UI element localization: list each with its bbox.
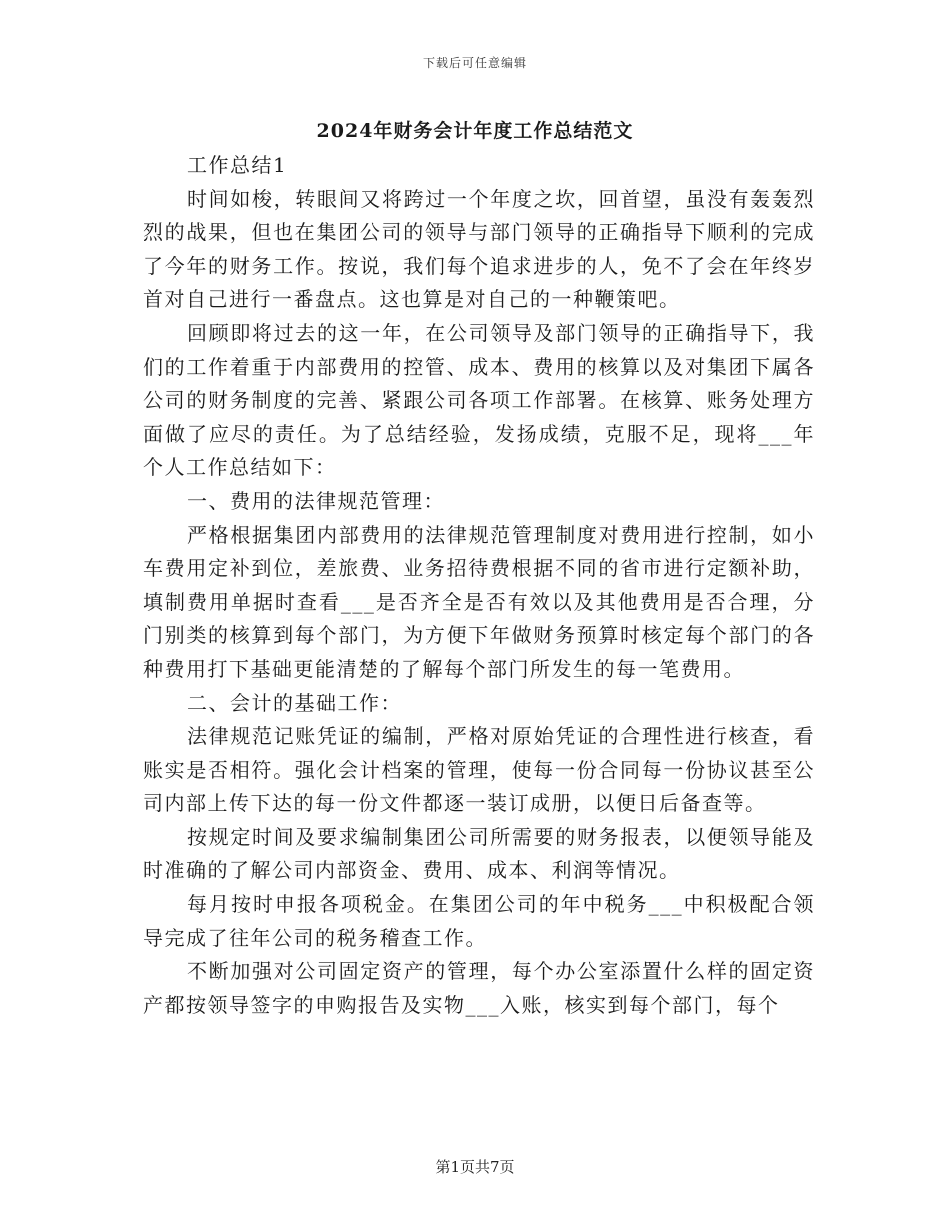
section-heading: 工作总结1 xyxy=(187,153,288,177)
body-paragraph: 法律规范记账凭证的编制，严格对原始凭证的合理性进行核查，看账实是否相符。强化会计档案的管理，使每一份合同每一份协议甚至公司内部上传下达的每一份文件都逐一装订成册，以便日后备查等。 xyxy=(143,724,815,816)
body-paragraph: 不断加强对公司固定资产的管理，每个办公室添置什么样的固定资产都按领导签字的申购报告及实物___入账，核实到每个部门，每个 xyxy=(143,959,815,1017)
body-paragraph: 按规定时间及要求编制集团公司所需要的财务报表，以便领导能及时准确的了解公司内部资金、费用、成本、利润等情况。 xyxy=(143,824,815,883)
body-paragraph: 时间如梭，转眼间又将跨过一个年度之坎，回首望，虽没有轰轰烈烈的战果，但也在集团公司的领导与部门领导的正确指导下顺利的完成了今年的财务工作。按说，我们每个追求进步的人，免不了会在年终岁首对自己进行一番盘点。这也算是对自己的一种鞭策吧。 xyxy=(143,186,815,312)
section-heading: 一、费用的法律规范管理： xyxy=(187,488,445,513)
header-note: 下载后可任意编辑 xyxy=(422,56,527,70)
section-heading: 二、会计的基础工作： xyxy=(187,690,402,715)
body-paragraph: 每月按时申报各项税金。在集团公司的年中税务___中积极配合领导完成了往年公司的税务稽查工作。 xyxy=(143,892,815,950)
document-title: 2024年财务会计年度工作总结范文 xyxy=(316,120,634,142)
document-body xyxy=(143,149,815,1022)
page-footer: 第1页共7页 xyxy=(435,1158,515,1176)
body-paragraph: 回顾即将过去的这一年，在公司领导及部门领导的正确指导下，我们的工作着重于内部费用的控管、成本、费用的核算以及对集团下属各公司的财务制度的完善、紧跟公司各项工作部署。在核算、账务处理方面做了应尽的责任。为了总结经验，发扬成绩，克服不足，现将___年个人工作总结如下： xyxy=(143,320,815,480)
body-paragraph: 严格根据集团内部费用的法律规范管理制度对费用进行控制，如小车费用定补到位，差旅费、业务招待费根据不同的省市进行定额补助，填制费用单据时查看___是否齐全是否有效以及其他费用是否合理，分门别类的核算到每个部门，为方便下年做财务预算时核定每个部门的各种费用打下基础更能清楚的了解每个部门所发生的每一笔费用。 xyxy=(143,522,815,681)
